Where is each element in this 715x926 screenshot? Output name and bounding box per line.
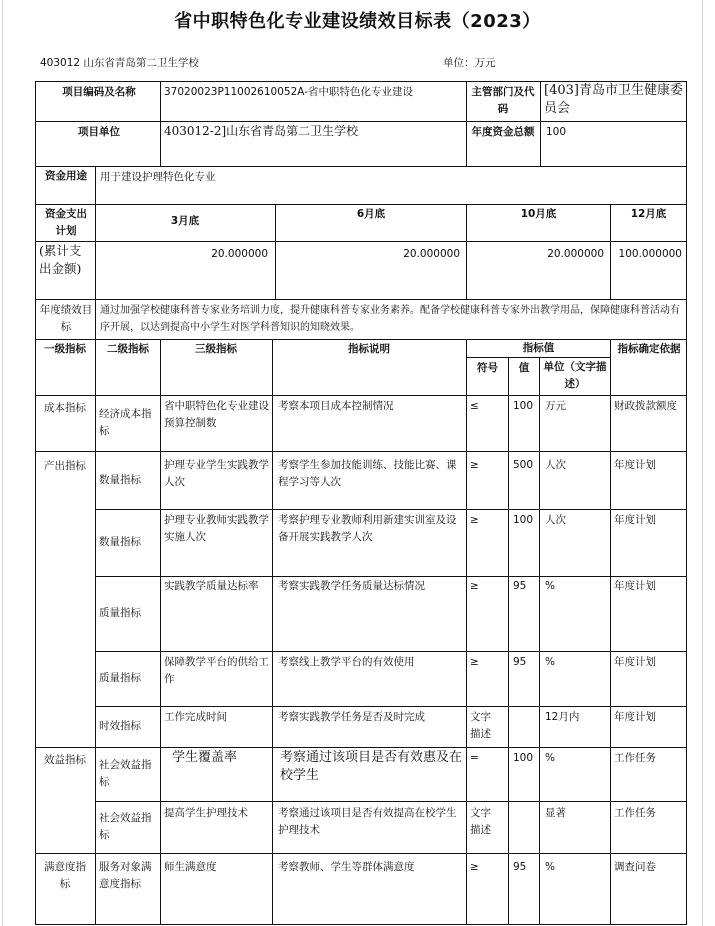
- row-description: 考察实践教学任务质量达标情况: [278, 580, 425, 592]
- row-description: 考察线上教学平台的有效使用: [278, 656, 415, 668]
- header-level3: 三级指标: [195, 343, 237, 355]
- row-level3: 实践教学质量达标率: [164, 580, 259, 592]
- row-basis: 工作任务: [614, 807, 656, 819]
- row-unit: %: [545, 656, 555, 668]
- row-value: 95: [513, 861, 527, 873]
- row-level3: 省中职特色化专业建设预算控制数: [164, 400, 269, 429]
- row-symbol: ≥: [470, 514, 479, 526]
- row-description: 考察学生参加技能训练、技能比赛、课程学习等人次: [278, 459, 457, 488]
- plan-period-4: 12月底: [630, 208, 667, 220]
- row-value: 95: [513, 656, 527, 668]
- row-unit: %: [545, 580, 555, 592]
- row-value: 95: [513, 580, 527, 592]
- row-description: 考察教师、学生等群体满意度: [278, 861, 415, 873]
- row-level2: 质量指标: [99, 607, 141, 619]
- row-value: 100: [513, 400, 534, 412]
- row-level3: 保障教学平台的供给工作: [164, 656, 269, 685]
- project-unit-label: 项目单位: [78, 126, 120, 138]
- row-symbol: ≥: [470, 861, 479, 873]
- project-code-label: 项目编码及名称: [62, 86, 136, 98]
- plan-period-3: 10月底: [520, 208, 557, 220]
- row-symbol: 文字描述: [470, 807, 491, 836]
- plan-amount-1: 20.000000: [211, 248, 268, 260]
- project-unit-value: 403012-2]山东省青岛第二卫生学校: [164, 124, 359, 138]
- row-level2: 社会效益指标: [99, 759, 152, 788]
- row-unit: %: [545, 752, 555, 764]
- header-level1: 一级指标: [44, 343, 86, 355]
- row-value: 100: [513, 514, 534, 526]
- row-symbol: ≤: [470, 400, 479, 412]
- row-level2: 数量指标: [99, 473, 141, 486]
- use-value: 用于建设护理特色化专业: [100, 171, 216, 183]
- group-output: 产出指标: [44, 460, 86, 472]
- row-value: 500: [513, 459, 534, 471]
- header-symbol: 符号: [477, 362, 498, 374]
- row-unit: 万元: [545, 400, 566, 412]
- row-basis: 年度计划: [614, 580, 656, 592]
- row-unit: 人次: [545, 514, 566, 526]
- plan-amount-2: 20.000000: [403, 248, 460, 260]
- header-level2: 二级指标: [107, 343, 149, 355]
- header-description: 指标说明: [348, 343, 390, 355]
- row-symbol: 文字描述: [470, 711, 491, 740]
- row-basis: 工作任务: [614, 752, 656, 764]
- plan-amount-3: 20.000000: [547, 248, 604, 260]
- row-basis: 年度计划: [614, 656, 656, 668]
- row-basis: 年度计划: [614, 711, 656, 723]
- header-value: 值: [518, 362, 530, 374]
- row-level2: 经济成本指标: [99, 408, 152, 437]
- row-basis: 财政拨款额度: [614, 400, 677, 412]
- header-unit: 单位（文字描述）: [543, 361, 607, 390]
- plan-amount-4: 100.000000: [618, 248, 682, 260]
- row-basis: 调查问卷: [614, 861, 656, 873]
- row-level3: 护理专业教师实践教学实施人次: [164, 514, 269, 543]
- plan-period-1: 3月底: [170, 215, 200, 227]
- goal-text: 通过加强学校健康科普专家业务培训力度，提升健康科普专家业务素养。配备学校健康科普专家外出教学用品，保障健康科普活动有序开展，以达到提高中小学生对医学科普知识的知晓效果。: [100, 305, 680, 333]
- group-satisfaction: 满意度指标: [44, 861, 86, 890]
- row-symbol: ≥: [470, 459, 479, 471]
- row-level2: 社会效益指标: [99, 812, 152, 841]
- row-description: 考察护理专业教师利用新建实训室及设备开展实践教学人次: [278, 514, 457, 543]
- row-description: 考察本项目成本控制情况: [278, 400, 394, 412]
- page-edge-right: [702, 0, 703, 926]
- unit-label: 单位：万元: [443, 57, 496, 69]
- row-symbol: =: [470, 752, 479, 764]
- header-basis: 指标确定依据: [617, 343, 681, 355]
- row-symbol: ≥: [470, 580, 479, 592]
- row-level2: 服务对象满意度指标: [99, 861, 152, 890]
- plan-label: 资金支出计划: [45, 208, 87, 237]
- plan-period-2: 6月底: [356, 208, 386, 220]
- annual-fund-value: 100: [546, 126, 567, 138]
- use-label: 资金用途: [45, 170, 87, 182]
- row-level2: 质量指标: [99, 672, 141, 684]
- cumulative-label: (累计支出金额): [39, 243, 82, 276]
- row-level3: 护理专业学生实践教学人次: [164, 459, 269, 488]
- unit-code: 403012 山东省青岛第二卫生学校: [40, 57, 199, 69]
- row-level3: 工作完成时间: [164, 711, 227, 723]
- header-value-group: 指标值: [522, 342, 555, 354]
- dept-label: 主管部门及代码: [471, 86, 535, 115]
- group-cost: 成本指标: [44, 402, 86, 414]
- page-edge-left: [2, 0, 3, 926]
- goal-label: 年度绩效目标: [39, 304, 93, 333]
- row-unit: 人次: [545, 459, 566, 471]
- row-basis: 年度计划: [614, 459, 656, 471]
- project-code-value: 37020023P11002610052A-省中职特色化专业建设: [164, 86, 414, 98]
- row-unit: 显著: [545, 807, 566, 819]
- row-level3: 学生覆盖率: [172, 750, 238, 765]
- row-unit: 12月内: [545, 711, 580, 723]
- annual-fund-label: 年度资金总额: [471, 126, 535, 138]
- row-description: 考察实践教学任务是否及时完成: [278, 711, 425, 723]
- row-description: 考察通过该项目是否有效惠及在校学生: [280, 750, 463, 783]
- row-description: 考察通过该项目是否有效提高在校学生护理技术: [278, 807, 457, 836]
- row-level3: 师生满意度: [164, 861, 217, 873]
- page-title: 省中职特色化专业建设绩效目标表（2023）: [174, 11, 541, 32]
- row-symbol: ≥: [470, 656, 479, 668]
- row-level2: 时效指标: [99, 720, 141, 732]
- row-level3: 提高学生护理技术: [164, 807, 248, 819]
- row-value: 100: [513, 752, 534, 764]
- dept-value: [403]青岛市卫生健康委员会: [544, 83, 683, 116]
- row-unit: %: [545, 861, 555, 873]
- group-benefit: 效益指标: [44, 754, 86, 766]
- row-basis: 年度计划: [614, 514, 656, 526]
- row-level2: 数量指标: [99, 536, 141, 548]
